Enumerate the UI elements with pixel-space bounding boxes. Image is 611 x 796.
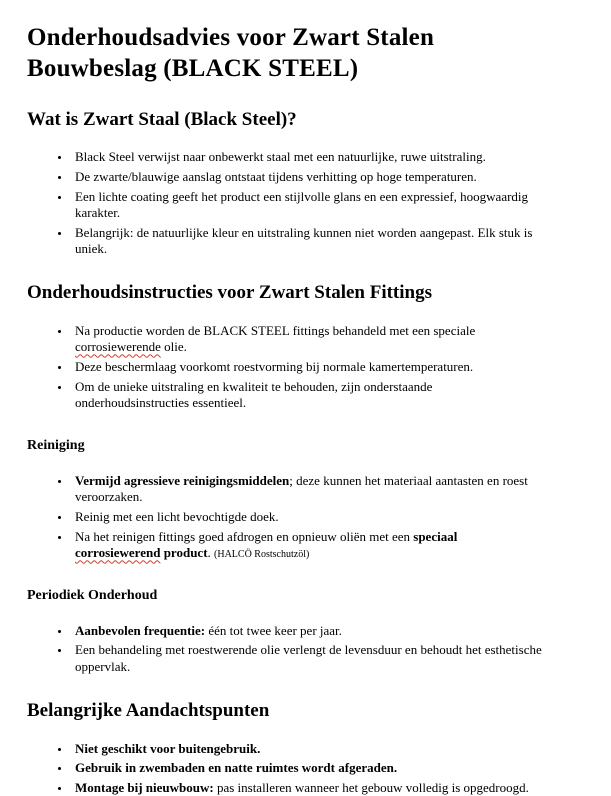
bullet-list [27, 473, 545, 562]
text-run: Reinig met een licht bevochtigde doek. [75, 509, 279, 524]
bullet-item [71, 642, 545, 675]
text-run: Belangrijk: de natuurlijke kleur en uitstraling kunnen niet worden aangepast. Elk stuk is uniek. [75, 225, 532, 257]
bullet-item [71, 473, 545, 506]
text-run: Een lichte coating geeft het product een stijlvolle glans en een expressief, hoogwaardig karakter. [75, 189, 528, 221]
text-run: Aanbevolen frequentie: [75, 623, 205, 638]
document-sections [27, 109, 545, 796]
text-run: Niet geschikt voor buitengebruik. [75, 741, 260, 756]
text-run: olie. [161, 339, 187, 354]
text-run: Na productie worden de BLACK STEEL fittings behandeld met een speciale [75, 323, 475, 338]
text-run: corrosiewerend [75, 545, 160, 560]
text-run: Black Steel verwijst naar onbewerkt staal met een natuurlijke, ruwe uitstraling. [75, 149, 486, 164]
text-run: één tot twee keer per jaar. [205, 623, 342, 638]
bullet-item [71, 225, 545, 258]
bullet-item [71, 149, 545, 166]
text-run: Een behandeling met roestwerende olie verlengt de levensduur en behoudt het esthetische oppervlak. [75, 642, 542, 674]
bullet-item [71, 623, 545, 640]
text-run: De zwarte/blauwige aanslag ontstaat tijdens verhitting op hoge temperaturen. [75, 169, 477, 184]
bullet-item [71, 323, 545, 356]
bullet-list [27, 741, 545, 796]
bullet-item [71, 169, 545, 186]
section-heading: Wat is Zwart Staal (Black Steel)? [27, 109, 545, 132]
bullet-item [71, 509, 545, 526]
text-run: product [160, 545, 207, 560]
bullet-item [71, 760, 545, 777]
bullet-item [71, 379, 545, 412]
text-run: speciaal [413, 529, 457, 544]
text-run: Deze beschermlaag voorkomt roestvorming bij normale kamertemperaturen. [75, 359, 473, 374]
bullet-list [27, 149, 545, 258]
bullet-list [27, 623, 545, 676]
document-title: Onderhoudsadvies voor Zwart Stalen Bouwbeslag (BLACK STEEL) [27, 22, 545, 85]
text-run: . [208, 545, 215, 560]
text-run: Om de unieke uitstraling en kwaliteit te behouden, zijn onderstaande onderhoudsinstructies essentieel. [75, 379, 432, 411]
bullet-list [27, 323, 545, 412]
section-heading: Onderhoudsinstructies voor Zwart Stalen Fittings [27, 282, 545, 305]
text-run: Montage bij nieuwbouw: [75, 780, 214, 795]
text-run: Vermijd agressieve reinigingsmiddelen [75, 473, 289, 488]
section-heading: Belangrijke Aandachtspunten [27, 700, 545, 723]
bullet-item [71, 741, 545, 758]
text-run: ; deze kunnen het materiaal aantasten en roest veroorzaken. [75, 473, 528, 505]
section-heading: Periodiek Onderhoud [27, 588, 545, 605]
text-run: (HALCÖ Rostschutzöl) [214, 549, 309, 560]
bullet-item [71, 780, 545, 796]
bullet-item [71, 189, 545, 222]
text-run: pas installeren wanneer het gebouw volledig is opgedroogd. [214, 780, 529, 795]
text-run: corrosiewerende [75, 339, 161, 354]
section-heading: Reiniging [27, 438, 545, 455]
bullet-item [71, 359, 545, 376]
text-run: Na het reinigen fittings goed afdrogen en opnieuw oliën met een [75, 529, 413, 544]
bullet-item [71, 529, 545, 562]
text-run: Gebruik in zwembaden en natte ruimtes wordt afgeraden. [75, 760, 397, 775]
